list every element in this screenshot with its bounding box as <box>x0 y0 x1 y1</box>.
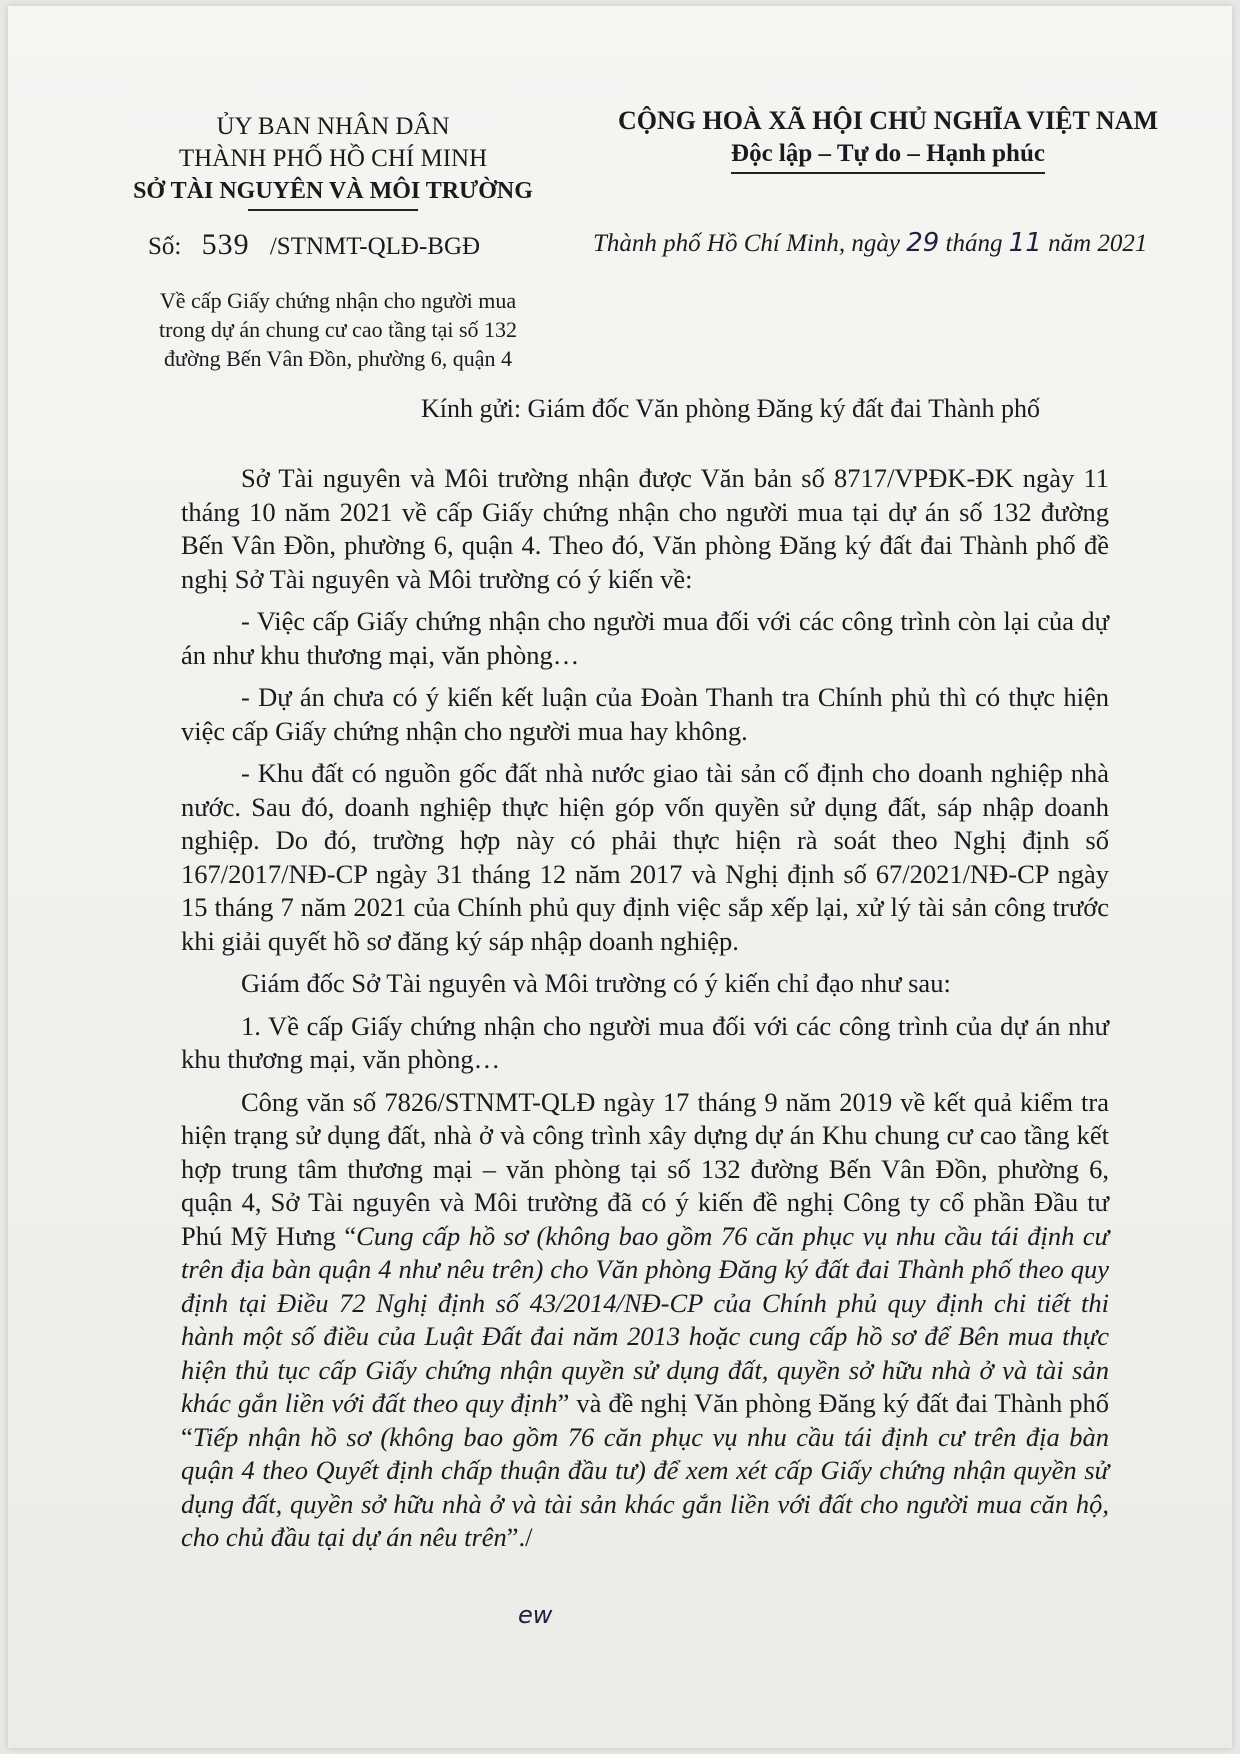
quoted-text: Tiếp nhận hồ sơ (không bao gồm 76 căn phục vụ nhu cầu tái định cư trên địa bàn quận 4 theo Quyết định chấp thuận đầu tư) để xem xét cấp Giấy chứng nhận quyền sử dụng đất, quyền sở hữu nhà ở và tài sản khác gắn liền với đất cho người mua căn hộ, cho chủ đầu tại dự án nêu trên <box>181 1421 1109 1552</box>
quoted-text: Cung cấp hồ sơ (không bao gồm 76 căn phục vụ nhu cầu tái định cư trên địa bàn quận 4 như nêu trên) cho Văn phòng Đăng ký đất đai Thành phố theo quy định tại Điều 72 Nghị định số 43/2014/NĐ-CP của Chính phủ quy định chi tiết thi hành một số điều của Luật Đất đai năm 2013 hoặc cung cấp hồ sơ để Bên mua thực hiện thủ tục cấp Giấy chứng nhận quyền sử dụng đất, quyền sở hữu nhà ở và tài sản khác gắn liền với đất theo quy định <box>181 1220 1109 1418</box>
paragraph-text: ”./ <box>506 1522 533 1552</box>
date-prefix: Thành phố Hồ Chí Minh, ngày <box>593 230 900 257</box>
document-subject <box>128 286 548 373</box>
month-label: tháng <box>945 230 1003 257</box>
document-body <box>181 462 1109 1564</box>
number-suffix: /STNMT-QLĐ-BGĐ <box>269 233 481 260</box>
document-page <box>8 6 1232 1748</box>
agency-underline <box>248 209 418 211</box>
body-paragraph: - Khu đất có nguồn gốc đất nhà nước giao tài sản cố định cho doanh nghiệp nhà nước. Sau đó, doanh nghiệp thực hiện góp vốn quyền sử dụng đất, sáp nhập doanh nghiệp. Do đó, trường hợp này có phải thực hiện rà soát theo Nghị định số 167/2017/NĐ-CP ngày 31 tháng 12 năm 2017 và Nghị định số 67/2021/NĐ-CP ngày 15 tháng 7 năm 2021 của Chính phủ quy định việc sắp xếp lại, xử lý tài sản công trước khi giải quyết hồ sơ đăng ký sáp nhập doanh nghiệp. <box>181 758 1109 956</box>
body-paragraph <box>181 1086 1109 1555</box>
body-paragraph: Giám đốc Sở Tài nguyên và Môi trường có ý kiến chỉ đạo như sau: <box>241 968 951 998</box>
number-label: Số: <box>148 233 182 260</box>
national-heading <box>588 104 1188 174</box>
year-label: năm 2021 <box>1048 230 1148 257</box>
issue-date <box>593 228 1147 258</box>
paragraph-text: ” và đề nghị Văn phòng Đăng ký đất đai Thành phố “ <box>181 1388 1109 1452</box>
body-paragraph: 1. Về cấp Giấy chứng nhận cho người mua đối với các công trình của dự án như khu thương mại, văn phòng… <box>181 1010 1109 1074</box>
handwritten-initials: ew <box>518 1601 553 1629</box>
paragraph-text: Công văn số 7826/STNMT-QLĐ ngày 17 tháng 9 năm 2019 về kết quả kiểm tra hiện trạng sử dụng đất, nhà ở và công trình xây dựng dự án Khu chung cư cao tầng kết hợp trung tâm thương mại – văn phòng tại số 132 đường Bến Vân Đồn, phường 6, quận 4, Sở Tài nguyên và Môi trường đã có ý kiến đề nghị Công ty cổ phần Đầu tư Phú Mỹ Hưng “ <box>181 1086 1109 1251</box>
agency-line-3: SỞ TÀI NGUYÊN VÀ MÔI TRƯỜNG <box>133 178 533 204</box>
document-number <box>148 228 480 262</box>
issuing-agency <box>103 111 563 211</box>
subject-line-1: Về cấp Giấy chứng nhận cho người mua <box>159 288 517 313</box>
number-value: 539 <box>201 228 250 261</box>
subject-line-2: trong dự án chung cư cao tầng tại số 132 <box>158 317 518 342</box>
body-paragraph: - Dự án chưa có ý kiến kết luận của Đoàn Thanh tra Chính phủ thì có thực hiện việc cấp Giấy chứng nhận cho người mua hay không. <box>181 682 1109 746</box>
national-motto: Độc lập – Tự do – Hạnh phúc <box>731 138 1045 174</box>
body-paragraph: - Việc cấp Giấy chứng nhận cho người mua đối với các công trình còn lại của dự án như khu thương mại, văn phòng… <box>181 606 1109 670</box>
recipient-line: Kính gửi: Giám đốc Văn phòng Đăng ký đất đai Thành phố <box>421 394 1040 423</box>
nation-name: CỘNG HOÀ XÃ HỘI CHỦ NGHĨA VIỆT NAM <box>617 106 1159 135</box>
body-paragraph: Sở Tài nguyên và Môi trường nhận được Văn bản số 8717/VPĐK-ĐK ngày 11 tháng 10 năm 2021 về cấp Giấy chứng nhận cho người mua tại dự án số 132 đường Bến Vân Đồn, phường 6, quận 4. Theo đó, Văn phòng Đăng ký đất đai Thành phố đề nghị Sở Tài nguyên và Môi trường có ý kiến về: <box>181 463 1109 594</box>
subject-line-3: đường Bến Vân Đồn, phường 6, quận 4 <box>164 346 512 371</box>
agency-line-2: THÀNH PHỐ HỒ CHÍ MINH <box>178 145 488 172</box>
agency-line-1: ỦY BAN NHÂN DÂN <box>216 113 450 140</box>
date-day: 29 <box>906 228 940 258</box>
date-month: 11 <box>1008 228 1042 258</box>
